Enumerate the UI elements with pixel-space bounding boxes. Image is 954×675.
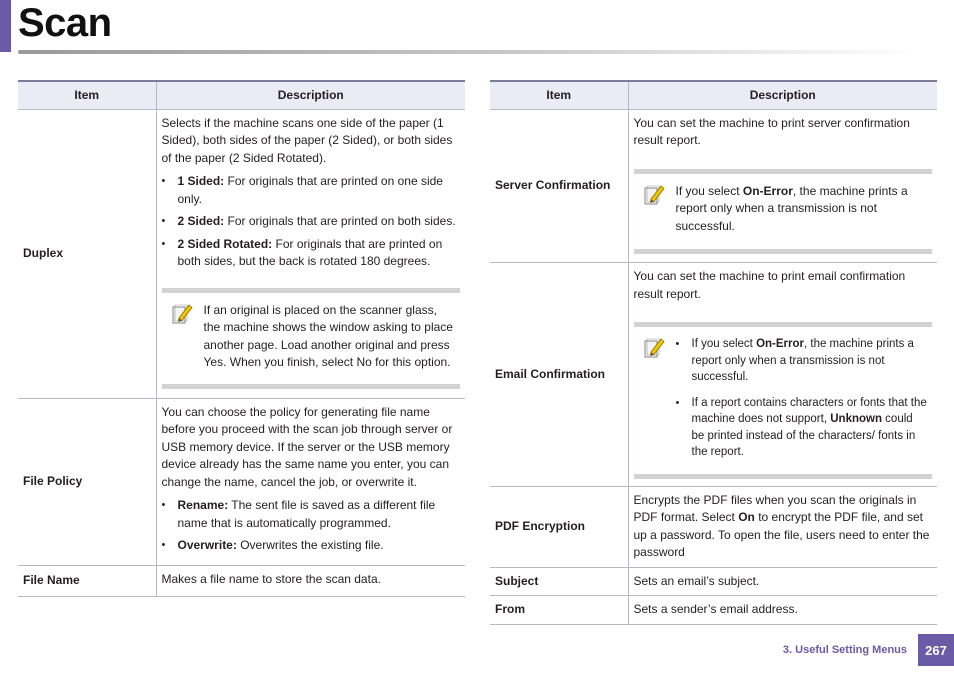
item-email-confirmation: Email Confirmation [490,263,628,487]
note-text-post: , the machine prints a report only when a transmission is not successful. [675,183,908,233]
desc-from: Sets a sender’s email address. [628,596,937,625]
email-confirmation-intro: You can set the machine to print email confirmation result report. [633,269,906,301]
footer-section-label: 3. Useful Setting Menus [782,644,907,656]
desc-pdf-encryption [628,486,937,567]
table-row-subject [490,567,937,596]
server-confirmation-note-box [634,169,933,255]
duplex-note-box [162,288,461,389]
file-policy-intro: You can choose the policy for generating file name before you proceed with the scan job through server or USB memory device. If the server or the USB memory device already has the same name you enter, you can change the name, cancel the job, or overwrite it. [161,404,453,489]
bullet-term: 2 Sided: [177,214,225,228]
list-item [162,213,461,231]
list-item [676,395,929,461]
note-text-pre: If a report contains characters or fonts that the machine does not support, [691,396,927,425]
file-policy-options-list [162,497,461,555]
bullet-term: 2 Sided Rotated: [177,236,273,251]
item-pdf-encryption: PDF Encryption [490,486,628,567]
email-confirmation-note-box [634,322,933,479]
desc-email-confirmation [628,263,937,487]
list-item [162,497,461,532]
bullet-term: 1 Sided: [177,174,225,188]
table-row-from [490,596,937,625]
page-footer [783,634,954,666]
list-item [676,336,929,386]
table-row-pdf-encryption [490,486,937,567]
item-subject: Subject [490,567,628,596]
table-row-server-confirmation [490,109,937,263]
right-settings-table [490,80,937,625]
list-item [162,236,461,271]
page-title: Scan [18,1,112,45]
note-text-post: could be printed instead of the characters/ fonts in the report. [691,413,916,458]
list-item [162,173,461,208]
note-pencil-icon [642,183,666,207]
desc-subject: Sets an email’s subject. [628,567,937,596]
bullet-term: Rename: [177,498,229,512]
bullet-text: The sent file is saved as a different file name that is automatically programmed. [177,498,436,530]
side-accent-bar [0,0,11,52]
note-term: On-Error [742,183,793,198]
item-server-confirmation: Server Confirmation [490,109,628,263]
item-from: From [490,596,628,625]
table-row-file-policy [18,398,465,565]
note-text-pre: If you select [675,183,743,198]
table-row-file-name [18,565,465,597]
server-confirmation-note-text [676,183,929,236]
header-item: Item [490,81,628,109]
table-row-email-confirmation [490,263,937,487]
note-pencil-icon [170,302,194,326]
item-duplex: Duplex [18,109,156,398]
header-description: Description [156,81,465,109]
desc-file-policy [156,398,465,565]
list-item [162,537,461,555]
desc-server-confirmation [628,109,937,263]
email-note-list [676,336,929,461]
duplex-options-list [162,173,461,271]
bullet-term: Overwrite: [177,538,237,552]
desc-text-post: to encrypt the PDF file, and set up a password. To open the file, users need to enter the password [633,510,930,559]
title-rule [18,50,918,54]
duplex-note-text: If an original is placed on the scanner glass, the machine shows the window asking to place another page. Load another original and press Yes. When you finish, select No for this option. [203,302,453,369]
note-text-post: , the machine prints a report only when a transmission is not successful. [691,338,914,383]
note-pencil-icon [642,336,666,360]
bullet-text: For originals that are printed on one side only. [177,174,443,206]
duplex-intro: Selects if the machine scans one side of the paper (1 Sided), both sides of the paper (2 Sided), or both sides of the paper (2 Sided Rotated). [161,115,453,165]
server-confirmation-intro: You can set the machine to print server confirmation result report. [633,115,910,147]
desc-term: On [738,510,755,524]
bullet-text: For originals that are printed on both sides. [224,214,456,228]
bullet-text: For originals that are printed on both sides, but the back is rotated 180 degrees. [177,236,443,268]
desc-text-pre: Encrypts the PDF files when you scan the originals in PDF format. Select [633,492,917,524]
table-row-duplex [18,109,465,398]
note-term: Unknown [830,413,882,425]
header-item: Item [18,81,156,109]
page-number-badge: 267 [918,634,954,666]
item-file-policy: File Policy [18,398,156,565]
left-settings-table [18,80,465,597]
table-header-row [18,81,465,109]
item-file-name: File Name [18,565,156,597]
header-description: Description [628,81,937,109]
desc-file-name: Makes a file name to store the scan data. [156,565,465,597]
table-header-row [490,81,937,109]
note-term: On-Error [756,338,804,350]
note-text-pre: If you select [691,338,757,350]
bullet-text: Overwrites the existing file. [236,538,384,552]
desc-duplex [156,109,465,398]
